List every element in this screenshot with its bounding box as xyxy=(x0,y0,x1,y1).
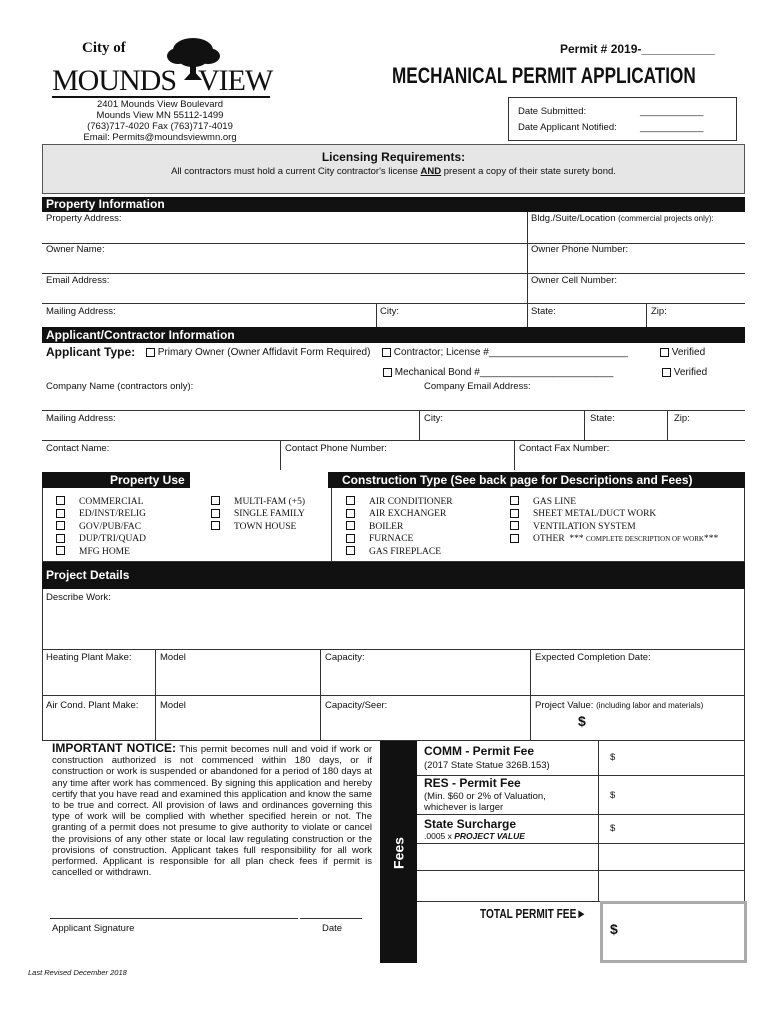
surcharge-note-em: PROJECT VALUE xyxy=(454,831,525,841)
verified-checkbox[interactable] xyxy=(660,348,669,357)
date-notified-field[interactable]: ____________ xyxy=(640,122,704,133)
address-line-2: Mounds View MN 55112-1499 xyxy=(96,110,224,121)
contact-phone-field[interactable]: Contact Phone Number: xyxy=(285,443,387,454)
res-fee-title: RES - Permit Fee xyxy=(424,776,521,790)
date-submitted-field[interactable]: ____________ xyxy=(640,106,704,117)
arrow-right-icon: ► xyxy=(576,906,587,921)
use-option[interactable] xyxy=(56,508,146,520)
use-label: MULTI-FAM (+5) xyxy=(234,497,306,507)
use-checkbox[interactable] xyxy=(56,496,65,505)
logo-view: VIEW xyxy=(198,64,273,97)
total-fee-box[interactable] xyxy=(600,901,747,963)
mech-bond-option[interactable] xyxy=(383,367,613,378)
type-label: AIR CONDITIONER xyxy=(369,497,453,507)
licensing-text-after: present a copy of their state surety bond. xyxy=(441,166,616,177)
contractor-label: Contractor; License #_________________________ xyxy=(393,347,628,358)
use-checkbox[interactable] xyxy=(56,546,65,555)
type-checkbox[interactable] xyxy=(346,509,355,518)
total-fee-text: TOTAL PERMIT FEE xyxy=(480,906,577,921)
city-field[interactable]: City: xyxy=(380,306,399,317)
licensing-text-before: All contractors must hold a current City contractor's license xyxy=(171,166,421,177)
describe-work-field[interactable]: Describe Work: xyxy=(46,592,111,603)
other-note: COMPLETE DESCRIPTION OF WORK xyxy=(586,535,704,544)
contractor-checkbox[interactable] xyxy=(382,348,391,357)
construction-col1 xyxy=(346,496,453,558)
type-label: GAS FIREPLACE xyxy=(369,546,442,557)
logo-city-of: City of xyxy=(82,40,126,56)
use-option[interactable] xyxy=(56,496,146,508)
use-checkbox[interactable] xyxy=(56,509,65,518)
bldg-note: (commercial projects only): xyxy=(618,214,714,223)
type-option[interactable] xyxy=(346,508,453,520)
air-model-field[interactable]: Model xyxy=(160,700,186,711)
type-option-other[interactable] xyxy=(510,533,718,545)
verified-label: Verified xyxy=(671,347,706,358)
project-table-border xyxy=(42,589,745,740)
applicant-state-field[interactable]: State: xyxy=(590,413,615,424)
comm-fee-value[interactable]: $ xyxy=(610,752,616,763)
date-notified-label: Date Applicant Notified: xyxy=(518,122,617,133)
owner-phone-field[interactable]: Owner Phone Number: xyxy=(531,244,629,255)
heating-make-field[interactable]: Heating Plant Make: xyxy=(46,652,132,663)
company-name-field[interactable]: Company Name (contractors only): xyxy=(46,381,194,392)
contact-fax-field[interactable]: Contact Fax Number: xyxy=(519,443,610,454)
use-checkbox[interactable] xyxy=(211,521,220,530)
email-field[interactable]: Email Address: xyxy=(46,275,110,286)
use-checkbox[interactable] xyxy=(56,521,65,530)
owner-cell-field[interactable]: Owner Cell Number: xyxy=(531,275,618,286)
type-option[interactable] xyxy=(510,496,718,508)
fees-side-label: Fees xyxy=(390,837,407,869)
mech-bond-label: Mechanical Bond #________________________ xyxy=(394,367,614,378)
use-checkbox[interactable] xyxy=(211,496,220,505)
notice-first-line: This permit becomes null and void if work xyxy=(179,744,360,755)
permit-number: Permit # 2019-___________ xyxy=(560,42,715,56)
verified-option[interactable] xyxy=(660,347,705,358)
type-label: FURNACE xyxy=(369,534,414,545)
primary-owner-option[interactable] xyxy=(146,347,370,358)
applicant-type-text: Applicant Type xyxy=(46,345,132,359)
type-checkbox[interactable] xyxy=(346,496,355,505)
type-label: VENTILATION SYSTEM xyxy=(533,521,636,532)
applicant-city-field[interactable]: City: xyxy=(424,413,443,424)
type-checkbox[interactable] xyxy=(510,496,519,505)
use-label: ED/INST/RELIG xyxy=(79,509,147,520)
property-use-heading: Property Use xyxy=(110,473,185,487)
use-checkbox[interactable] xyxy=(56,534,65,543)
type-label: GAS LINE xyxy=(533,497,577,507)
project-value-note: (including labor and materials) xyxy=(596,701,704,710)
bldg-suite-field[interactable] xyxy=(531,213,714,224)
project-value-dollar: $ xyxy=(578,713,586,729)
use-option[interactable] xyxy=(56,533,146,545)
verified2-checkbox[interactable] xyxy=(662,368,671,377)
divider-white xyxy=(190,472,328,488)
other-note-stars: *** xyxy=(569,534,584,545)
project-value-field[interactable] xyxy=(535,700,703,711)
use-label: MFG HOME xyxy=(79,546,130,557)
use-label: COMMERCIAL xyxy=(79,497,144,507)
date-box xyxy=(508,97,737,141)
page-title: MECHANICAL PERMIT APPLICATION xyxy=(392,63,696,88)
address-line-3: (763)717-4020 Fax (763)717-4019 xyxy=(87,121,233,132)
completion-date-field[interactable]: Expected Completion Date: xyxy=(535,652,651,663)
state-field[interactable]: State: xyxy=(531,306,556,317)
last-revised: Last Revised December 2018 xyxy=(28,968,127,977)
surcharge-title: State Surcharge xyxy=(424,817,517,831)
verified2-label: Verified xyxy=(673,367,708,378)
logo-mounds: MOUNDS xyxy=(52,64,177,97)
type-checkbox[interactable] xyxy=(510,509,519,518)
construction-type-heading: Construction Type (See back page for Descriptions and Fees) xyxy=(342,473,693,487)
type-option[interactable] xyxy=(510,508,718,520)
logo-underline xyxy=(52,96,270,98)
use-option[interactable] xyxy=(211,521,305,533)
construction-col2 xyxy=(510,496,718,546)
air-make-field[interactable]: Air Cond. Plant Make: xyxy=(46,700,139,711)
property-address-field[interactable]: Property Address: xyxy=(46,213,122,224)
use-label: GOV/PUB/FAC xyxy=(79,521,142,532)
owner-name-field[interactable]: Owner Name: xyxy=(46,244,105,255)
res-fee-note1: (Min. $60 or 2% of Valuation, xyxy=(424,791,546,802)
licensing-text xyxy=(42,166,745,177)
other-note-stars-end: *** xyxy=(703,534,719,545)
primary-owner-checkbox[interactable] xyxy=(146,348,155,357)
signature-field[interactable]: Applicant Signature xyxy=(52,923,135,934)
notice-title: IMPORTANT NOTICE: xyxy=(52,741,177,755)
comm-fee-note: (2017 State Statue 326B.153) xyxy=(424,760,550,771)
heating-capacity-field[interactable]: Capacity: xyxy=(325,652,365,663)
applicant-mailing-field[interactable]: Mailing Address: xyxy=(46,413,116,424)
zip-field[interactable]: Zip: xyxy=(651,306,667,317)
verified2-option[interactable] xyxy=(662,367,707,378)
total-fee-dollar: $ xyxy=(610,921,618,937)
date-field[interactable]: Date xyxy=(322,923,343,934)
heating-model-field[interactable]: Model xyxy=(160,652,186,663)
city-logo xyxy=(52,36,272,98)
air-capacity-field[interactable]: Capacity/Seer: xyxy=(325,700,388,711)
use-label: DUP/TRI/QUAD xyxy=(79,534,147,545)
use-option[interactable] xyxy=(56,521,146,533)
use-option[interactable] xyxy=(56,546,146,558)
project-details-heading: Project Details xyxy=(42,562,745,589)
total-fee-label xyxy=(480,906,586,921)
surcharge-value[interactable]: $ xyxy=(610,823,616,834)
use-checkbox[interactable] xyxy=(211,509,220,518)
type-option[interactable] xyxy=(346,533,453,545)
contact-name-field[interactable]: Contact Name: xyxy=(46,443,110,454)
res-fee-value[interactable]: $ xyxy=(610,790,616,801)
surcharge-note-prefix: .0005 x xyxy=(424,831,455,841)
primary-owner-label: Primary Owner (Owner Affidavit Form Required) xyxy=(157,347,371,358)
comm-fee-title: COMM - Permit Fee xyxy=(424,744,535,758)
type-label: AIR EXCHANGER xyxy=(369,509,447,520)
applicant-heading: Applicant/Contractor Information xyxy=(42,327,745,343)
address-line-4: Email: Permits@moundsviewmn.org xyxy=(83,132,237,143)
bldg-label: Bldg./Suite/Location xyxy=(531,213,616,224)
type-label-other: OTHER xyxy=(533,534,565,545)
type-checkbox[interactable] xyxy=(346,521,355,530)
contractor-option[interactable] xyxy=(382,347,628,358)
applicant-type-label: Applicant Type: xyxy=(46,345,136,359)
res-fee-note2: whichever is larger xyxy=(424,802,504,813)
date-submitted-label: Date Submitted: xyxy=(518,106,587,117)
surcharge-note xyxy=(424,831,525,841)
property-use-col2 xyxy=(211,496,305,533)
project-value-label: Project Value: xyxy=(535,700,594,711)
type-checkbox[interactable] xyxy=(346,546,355,555)
type-label: BOILER xyxy=(369,521,404,532)
type-option[interactable] xyxy=(346,496,453,508)
address-line-1: 2401 Mounds View Boulevard xyxy=(96,99,224,110)
type-option[interactable] xyxy=(510,521,718,533)
licensing-title: Licensing Requirements: xyxy=(321,150,466,164)
type-checkbox[interactable] xyxy=(510,534,519,543)
type-checkbox[interactable] xyxy=(510,521,519,530)
mech-bond-checkbox[interactable] xyxy=(383,368,392,377)
use-option[interactable] xyxy=(211,508,305,520)
licensing-text-and: AND xyxy=(420,166,442,177)
property-use-col1 xyxy=(56,496,146,558)
applicant-zip-field[interactable]: Zip: xyxy=(674,413,690,424)
important-notice xyxy=(52,743,372,878)
type-option[interactable] xyxy=(346,546,453,558)
company-email-field[interactable]: Company Email Address: xyxy=(424,381,531,392)
type-option[interactable] xyxy=(346,521,453,533)
use-label: TOWN HOUSE xyxy=(234,521,297,532)
use-option[interactable] xyxy=(211,496,305,508)
type-checkbox[interactable] xyxy=(346,534,355,543)
use-label: SINGLE FAMILY xyxy=(234,509,305,520)
property-info-heading: Property Information xyxy=(42,197,745,212)
type-label: SHEET METAL/DUCT WORK xyxy=(533,509,657,520)
notice-text: or construction authorized is not commenced within 180 days, or if construction or work is suspended or abandoned for a period of 180 days at any time after work has commenced. By signing this application and hereby certify that you have read and examined this application and know the same to be true and correct. All provision of laws and ordinances governing this type of work will be complied with whether specified herein or not. The granting of a permit does not presume to give authority to violate or cancel the provisions of any other state or local law regulating construction or the provisions of construction. Applicant takes full responsibility for all work performed. Applicant is responsible for all plan check fees if permit is cancelled or withdrawn. xyxy=(52,744,373,879)
mailing-address-field[interactable]: Mailing Address: xyxy=(46,306,116,317)
city-address xyxy=(60,99,260,143)
